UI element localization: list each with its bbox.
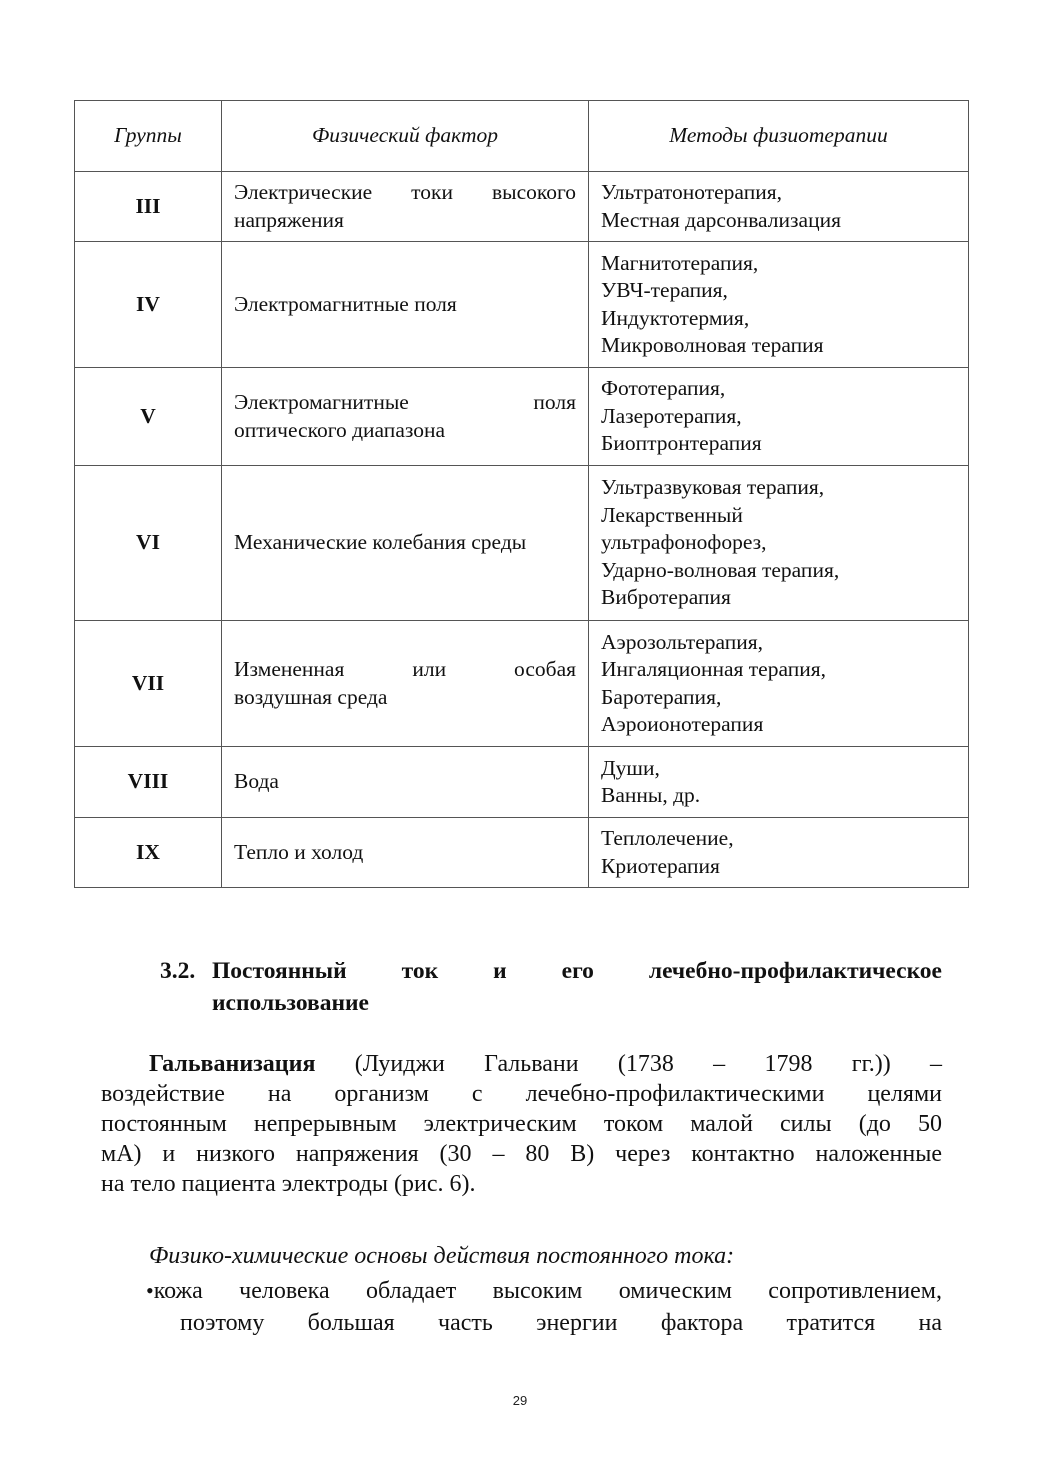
method-item: Аэрозольтерапия, — [601, 629, 764, 654]
factor-line: Тепло и холод — [234, 839, 364, 864]
factor-line: Вода — [234, 769, 279, 794]
method-item: Фототерапия, — [601, 376, 726, 401]
table-row — [75, 242, 969, 368]
method-item: Теплолечение, — [601, 826, 734, 850]
factor-line: Механические колебания среды — [234, 530, 527, 555]
header-physical-factor: Физический фактор — [222, 101, 589, 172]
paragraph-line: на тело пациента электроды (рис. 6). — [101, 1171, 476, 1197]
method-item: УВЧ-терапия, — [601, 278, 728, 302]
method-item: Микроволновая терапия — [601, 333, 824, 357]
method-item: Биоптронтерапия — [601, 431, 762, 456]
factor-cell — [222, 172, 589, 242]
table-row — [75, 747, 969, 818]
methods-cell — [589, 747, 969, 818]
factor-cell — [222, 621, 589, 747]
table-row — [75, 818, 969, 888]
paragraph-line — [101, 1049, 942, 1079]
group-cell: III — [75, 172, 222, 242]
factor-line: Электромагнитные поля — [234, 291, 457, 316]
factor-line: Электромагнитные поля — [234, 390, 576, 414]
methods-cell — [589, 242, 969, 368]
bullet-marker: • — [146, 1278, 154, 1303]
section-heading — [160, 955, 942, 1019]
methods-cell — [589, 621, 969, 747]
header-groups: Группы — [75, 101, 222, 172]
group-cell: VII — [75, 621, 222, 747]
paragraph-line1-rest: (Луиджи Гальвани (1738 – 1798 гг.)) – — [315, 1051, 942, 1077]
group-cell: IX — [75, 818, 222, 888]
method-item: Криотерапия — [601, 853, 720, 878]
methods-cell — [589, 172, 969, 242]
methods-cell — [589, 818, 969, 888]
galvanization-paragraph — [101, 1049, 942, 1199]
table-row — [75, 368, 969, 466]
method-item: Ударно-волновая терапия, — [601, 557, 840, 582]
page-number: 29 — [512, 1393, 528, 1408]
method-item: Лазеротерапия, — [601, 403, 742, 428]
header-methods: Методы физиотерапии — [589, 101, 969, 172]
methods-cell — [589, 368, 969, 466]
method-item: ультрафонофорез, — [601, 530, 767, 555]
method-item: Баротерапия, — [601, 684, 722, 709]
factor-line: Электрические токи высокого — [234, 180, 576, 204]
method-item: Аэроионотерапия — [601, 712, 764, 736]
section-title-line2: использование — [212, 990, 369, 1016]
group-cell: V — [75, 368, 222, 466]
section-number: 3.2. — [160, 958, 196, 984]
bullet-text-line2: поэтому большая часть энергии фактора тратится на — [180, 1310, 942, 1336]
bullet-item — [146, 1276, 942, 1306]
table-row — [75, 621, 969, 747]
group-cell: IV — [75, 242, 222, 368]
paragraph-line: постоянным непрерывным электрическим током малой силы (до 50 — [101, 1111, 942, 1137]
factor-cell — [222, 818, 589, 888]
method-item: Души, — [601, 755, 660, 780]
method-item: Ванны, др. — [601, 783, 701, 807]
factor-line: воздушная среда — [234, 684, 388, 709]
table-row — [75, 466, 969, 621]
paragraph-line: воздействие на организм с лечебно-профилактическими целями — [101, 1081, 942, 1107]
section-title-line1: Постоянный ток и его лечебно-профилактическое — [212, 958, 942, 984]
factor-cell — [222, 747, 589, 818]
factor-line: Измененная или особая — [234, 657, 576, 681]
physiotherapy-factors-table — [74, 100, 969, 888]
method-item: Магнитотерапия, — [601, 250, 759, 275]
physicochemical-subheading: Физико-химические основы действия постоянного тока: — [149, 1243, 735, 1269]
method-item: Вибротерапия — [601, 585, 731, 610]
methods-cell — [589, 466, 969, 621]
factor-line: оптического диапазона — [234, 417, 446, 442]
method-item: Индуктотермия, — [601, 305, 750, 330]
method-item: Ультратонотерапия, — [601, 180, 782, 204]
table-header-row — [75, 101, 969, 172]
factor-cell — [222, 242, 589, 368]
method-item: Ингаляционная терапия, — [601, 657, 827, 681]
method-item: Ультразвуковая терапия, — [601, 475, 825, 500]
method-item: Лекарственный — [601, 502, 743, 527]
factor-line: напряжения — [234, 207, 344, 232]
paragraph-line: мА) и низкого напряжения (30 – 80 В) через контактно наложенные — [101, 1141, 942, 1167]
method-item: Местная дарсонвализация — [601, 207, 841, 232]
bullet-text-line1: кожа человека обладает высоким омическим сопротивлением, — [153, 1278, 942, 1304]
factor-cell — [222, 368, 589, 466]
term-galvanization: Гальванизация — [149, 1051, 316, 1077]
factor-cell — [222, 466, 589, 621]
group-cell: VIII — [75, 747, 222, 818]
table-row — [75, 172, 969, 242]
group-cell: VI — [75, 466, 222, 621]
